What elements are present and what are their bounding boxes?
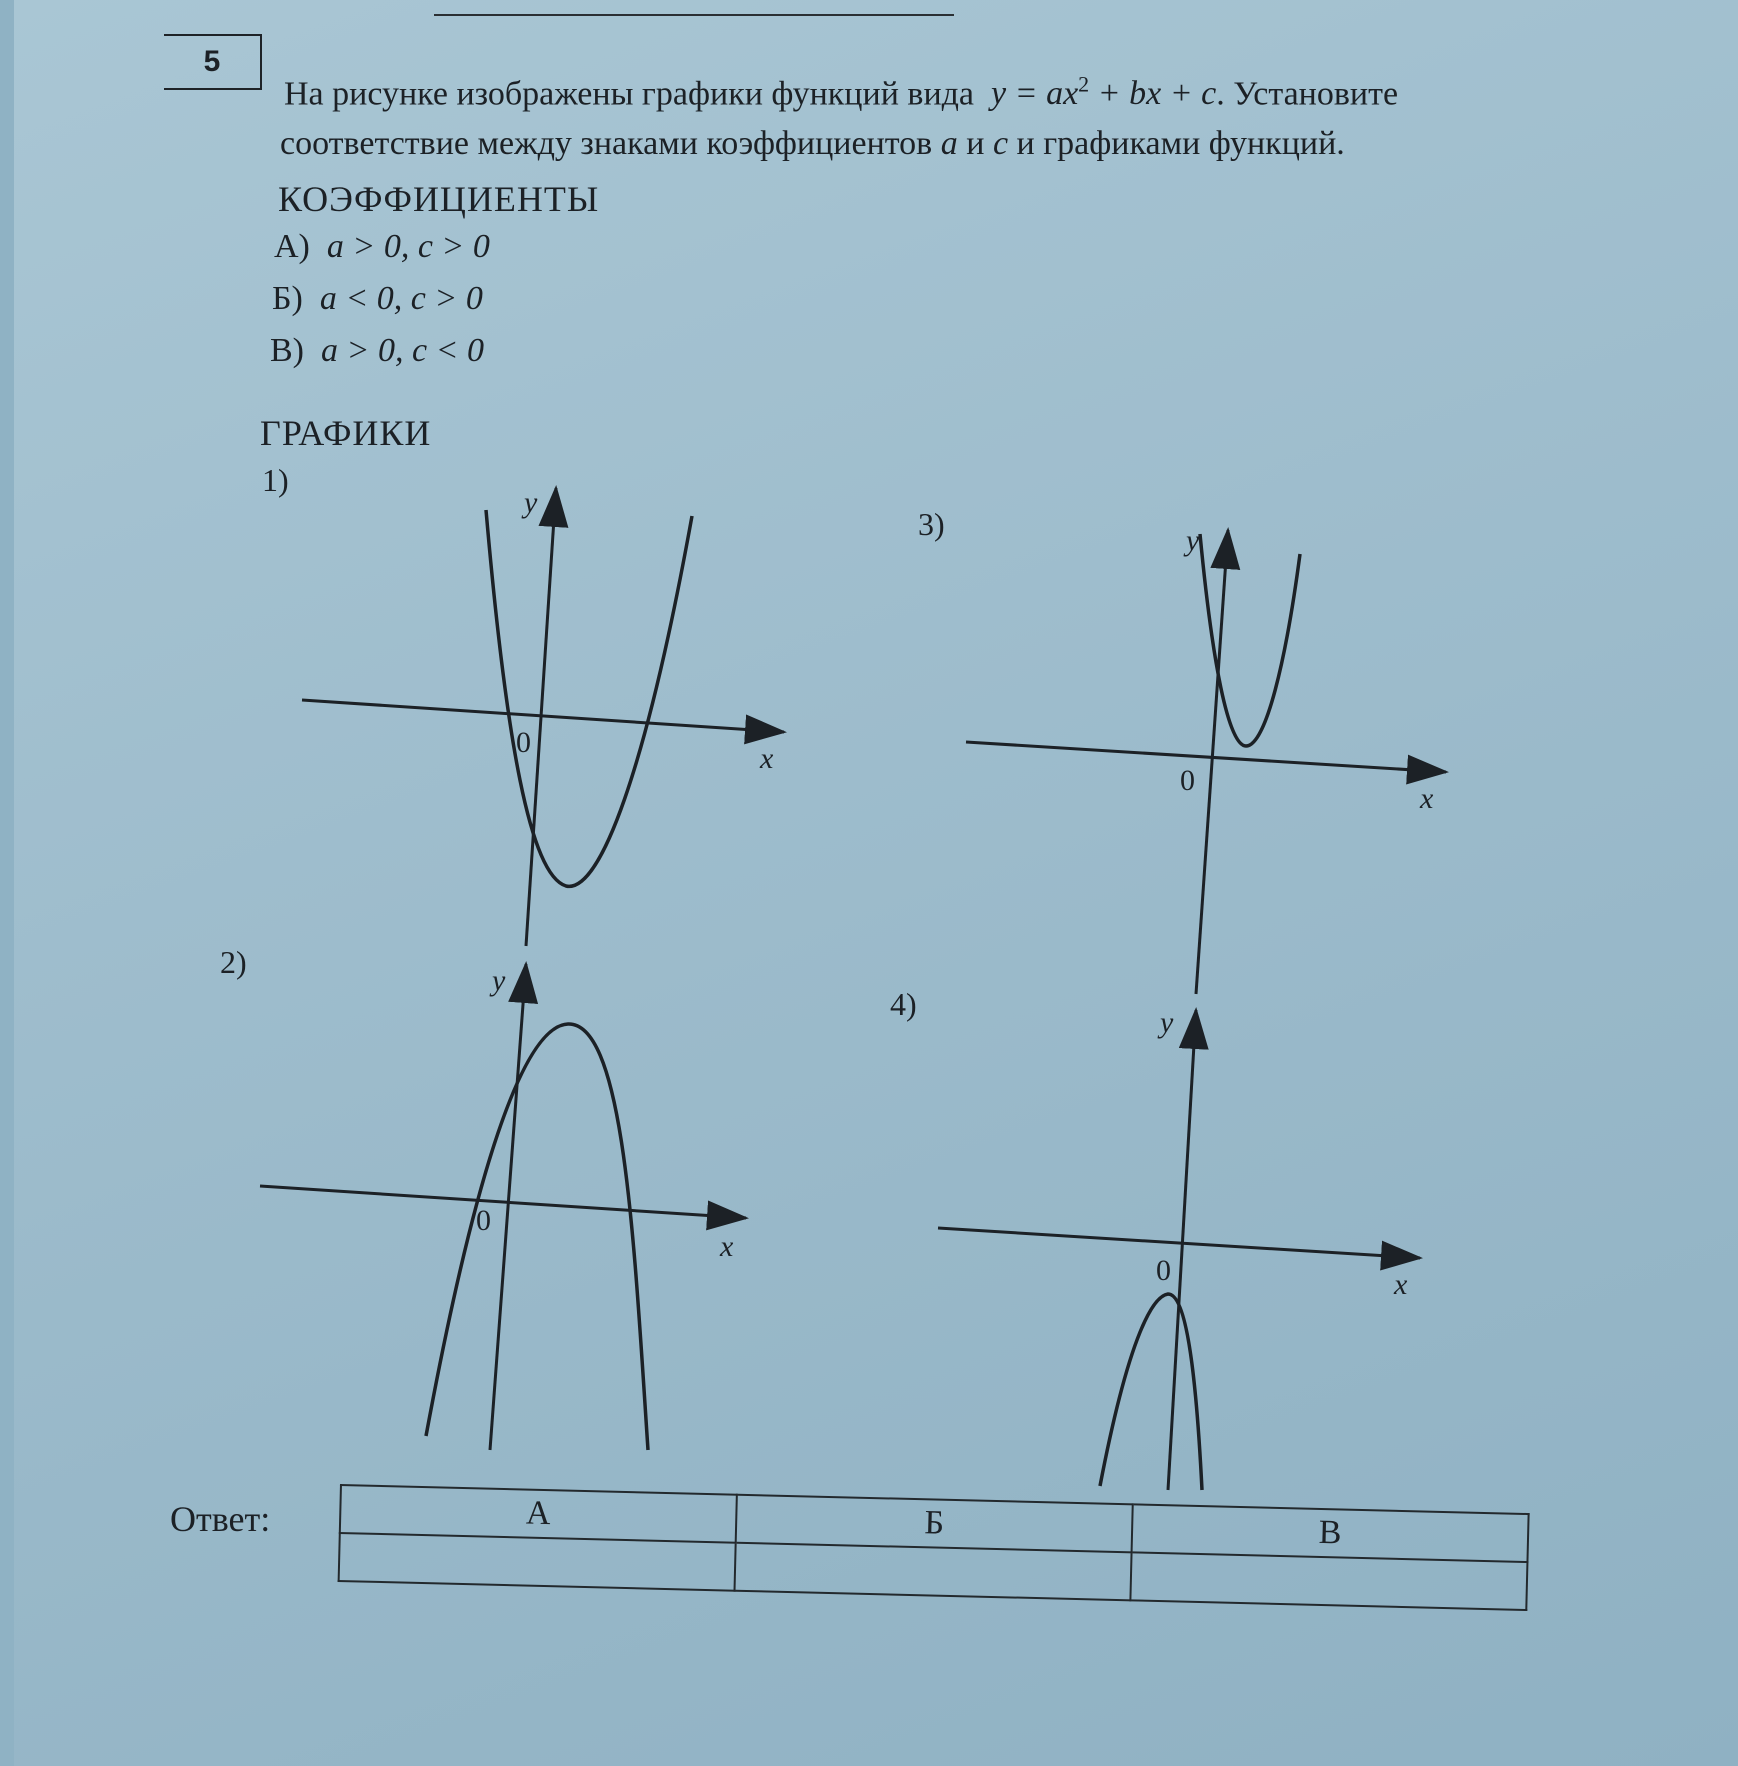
graphs-heading: ГРАФИКИ xyxy=(260,413,432,453)
graph-1-label: 1) xyxy=(262,462,289,498)
option-b: Б) a < 0, c > 0 xyxy=(272,280,483,317)
parabola xyxy=(1100,1294,1202,1490)
statement-line-2: соответствие между знаками коэффициентов a и c и графиками функций. xyxy=(280,125,1345,163)
top-rule xyxy=(434,14,954,16)
worksheet xyxy=(14,0,1738,1766)
x-axis xyxy=(260,1186,746,1218)
x-axis xyxy=(938,1228,1420,1258)
graph-3-label: 3) xyxy=(918,506,945,542)
x-axis-label: x xyxy=(760,742,774,775)
y-axis xyxy=(1168,1010,1196,1490)
y-axis xyxy=(1196,530,1228,994)
origin-label: 0 xyxy=(516,726,531,759)
y-axis-label: y xyxy=(1160,1006,1174,1039)
coefficients-heading: КОЭФФИЦИЕНТЫ xyxy=(278,179,600,219)
x-axis-label: x xyxy=(1420,782,1434,815)
origin-label: 0 xyxy=(476,1204,491,1237)
task-statement xyxy=(280,60,1399,169)
parabola xyxy=(426,1024,648,1450)
graph-4-label: 4) xyxy=(890,986,917,1022)
graph-2 xyxy=(254,960,754,1460)
y-axis-label: y xyxy=(524,486,538,519)
y-axis-label: y xyxy=(1186,524,1200,557)
x-axis-label: x xyxy=(1394,1268,1408,1301)
x-axis-label: x xyxy=(720,1230,734,1263)
origin-label: 0 xyxy=(1156,1254,1171,1287)
option-v: В) a > 0, c < 0 xyxy=(270,332,484,369)
answer-col-b: Б xyxy=(736,1495,1133,1553)
answer-table xyxy=(338,1484,1530,1611)
answer-label: Ответ: xyxy=(170,1499,271,1539)
origin-label: 0 xyxy=(1180,764,1195,797)
answer-col-a: А xyxy=(340,1485,737,1543)
graph-2-label: 2) xyxy=(220,944,247,980)
answer-cell-v[interactable] xyxy=(1130,1552,1527,1610)
x-axis xyxy=(966,742,1446,772)
formula: $y = ax^2$ + bx + c xyxy=(991,72,1217,113)
graph-1 xyxy=(294,480,794,950)
statement-line-1: На рисунке изображены графики функций вида $y = ax^2$ + bx + c. Установите xyxy=(284,72,1399,113)
graph-4 xyxy=(934,1000,1434,1500)
task-number: 5 xyxy=(164,34,262,90)
option-a: А) a > 0, c > 0 xyxy=(274,228,490,265)
graph-3 xyxy=(960,520,1460,1000)
answer-cell-a[interactable] xyxy=(339,1533,736,1591)
y-axis-label: y xyxy=(492,964,506,997)
answer-cell-b[interactable] xyxy=(735,1543,1132,1601)
parabola xyxy=(486,510,692,886)
y-axis xyxy=(490,964,526,1450)
answer-col-v: В xyxy=(1132,1504,1529,1562)
